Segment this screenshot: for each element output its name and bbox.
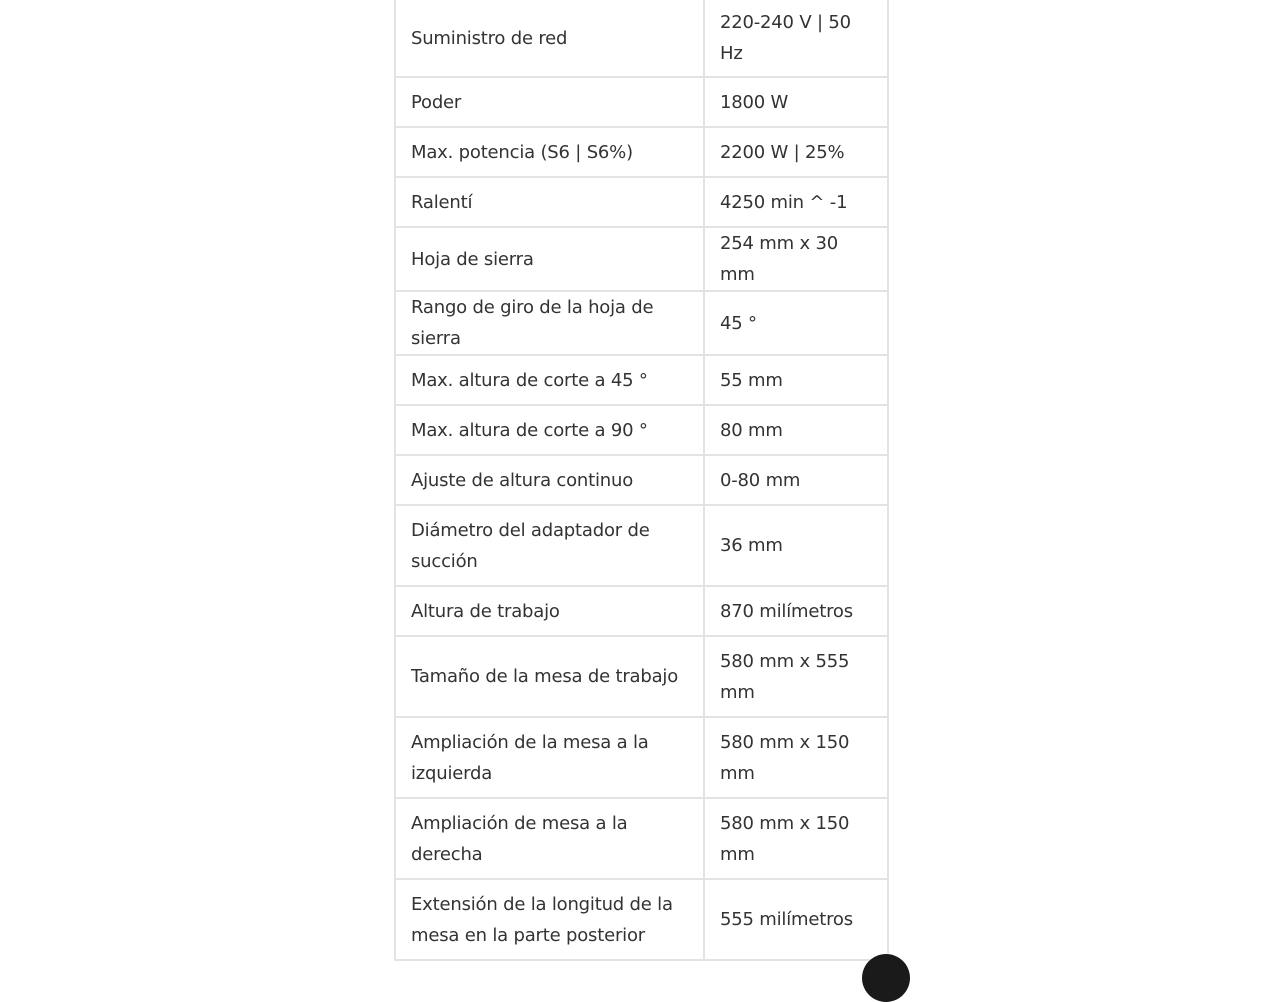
spec-value: 220-240 V | 50 Hz [704, 0, 888, 77]
spec-table [394, 0, 889, 961]
table-row [395, 717, 888, 798]
table-row [395, 291, 888, 355]
spec-value: 0-80 mm [704, 455, 888, 505]
spec-value: 36 mm [704, 505, 888, 586]
spec-value: 555 milímetros [704, 879, 888, 960]
spec-label: Max. potencia (S6 | S6%) [395, 127, 704, 177]
spec-label: Rango de giro de la hoja de sierra [395, 291, 704, 355]
table-row [395, 505, 888, 586]
table-row [395, 586, 888, 636]
spec-value: 80 mm [704, 405, 888, 455]
spec-label: Suministro de red [395, 0, 704, 77]
table-row [395, 636, 888, 717]
spec-label: Poder [395, 77, 704, 127]
spec-value: 4250 min ^ -1 [704, 177, 888, 227]
table-row [395, 879, 888, 960]
table-row [395, 798, 888, 879]
spec-label: Hoja de sierra [395, 227, 704, 291]
spec-value: 254 mm x 30 mm [704, 227, 888, 291]
table-row [395, 77, 888, 127]
table-row [395, 405, 888, 455]
spec-label: Tamaño de la mesa de trabajo [395, 636, 704, 717]
spec-label: Diámetro del adaptador de succión [395, 505, 704, 586]
spec-label: Ralentí [395, 177, 704, 227]
spec-value: 1800 W [704, 77, 888, 127]
spec-label: Max. altura de corte a 90 ° [395, 405, 704, 455]
spec-label: Extensión de la longitud de la mesa en la parte posterior [395, 879, 704, 960]
spec-label: Ampliación de mesa a la derecha [395, 798, 704, 879]
table-row [395, 455, 888, 505]
table-row [395, 127, 888, 177]
spec-label: Ampliación de la mesa a la izquierda [395, 717, 704, 798]
spec-value: 870 milímetros [704, 586, 888, 636]
spec-value: 580 mm x 150 mm [704, 798, 888, 879]
table-row [395, 355, 888, 405]
table-row [395, 177, 888, 227]
spec-label: Ajuste de altura continuo [395, 455, 704, 505]
spec-value: 2200 W | 25% [704, 127, 888, 177]
table-row [395, 227, 888, 291]
spec-label: Altura de trabajo [395, 586, 704, 636]
spec-value: 580 mm x 555 mm [704, 636, 888, 717]
spec-value: 45 ° [704, 291, 888, 355]
spec-value: 580 mm x 150 mm [704, 717, 888, 798]
spec-label: Max. altura de corte a 45 ° [395, 355, 704, 405]
floating-button-edge[interactable] [862, 954, 910, 1002]
table-row [395, 0, 888, 77]
spec-value: 55 mm [704, 355, 888, 405]
